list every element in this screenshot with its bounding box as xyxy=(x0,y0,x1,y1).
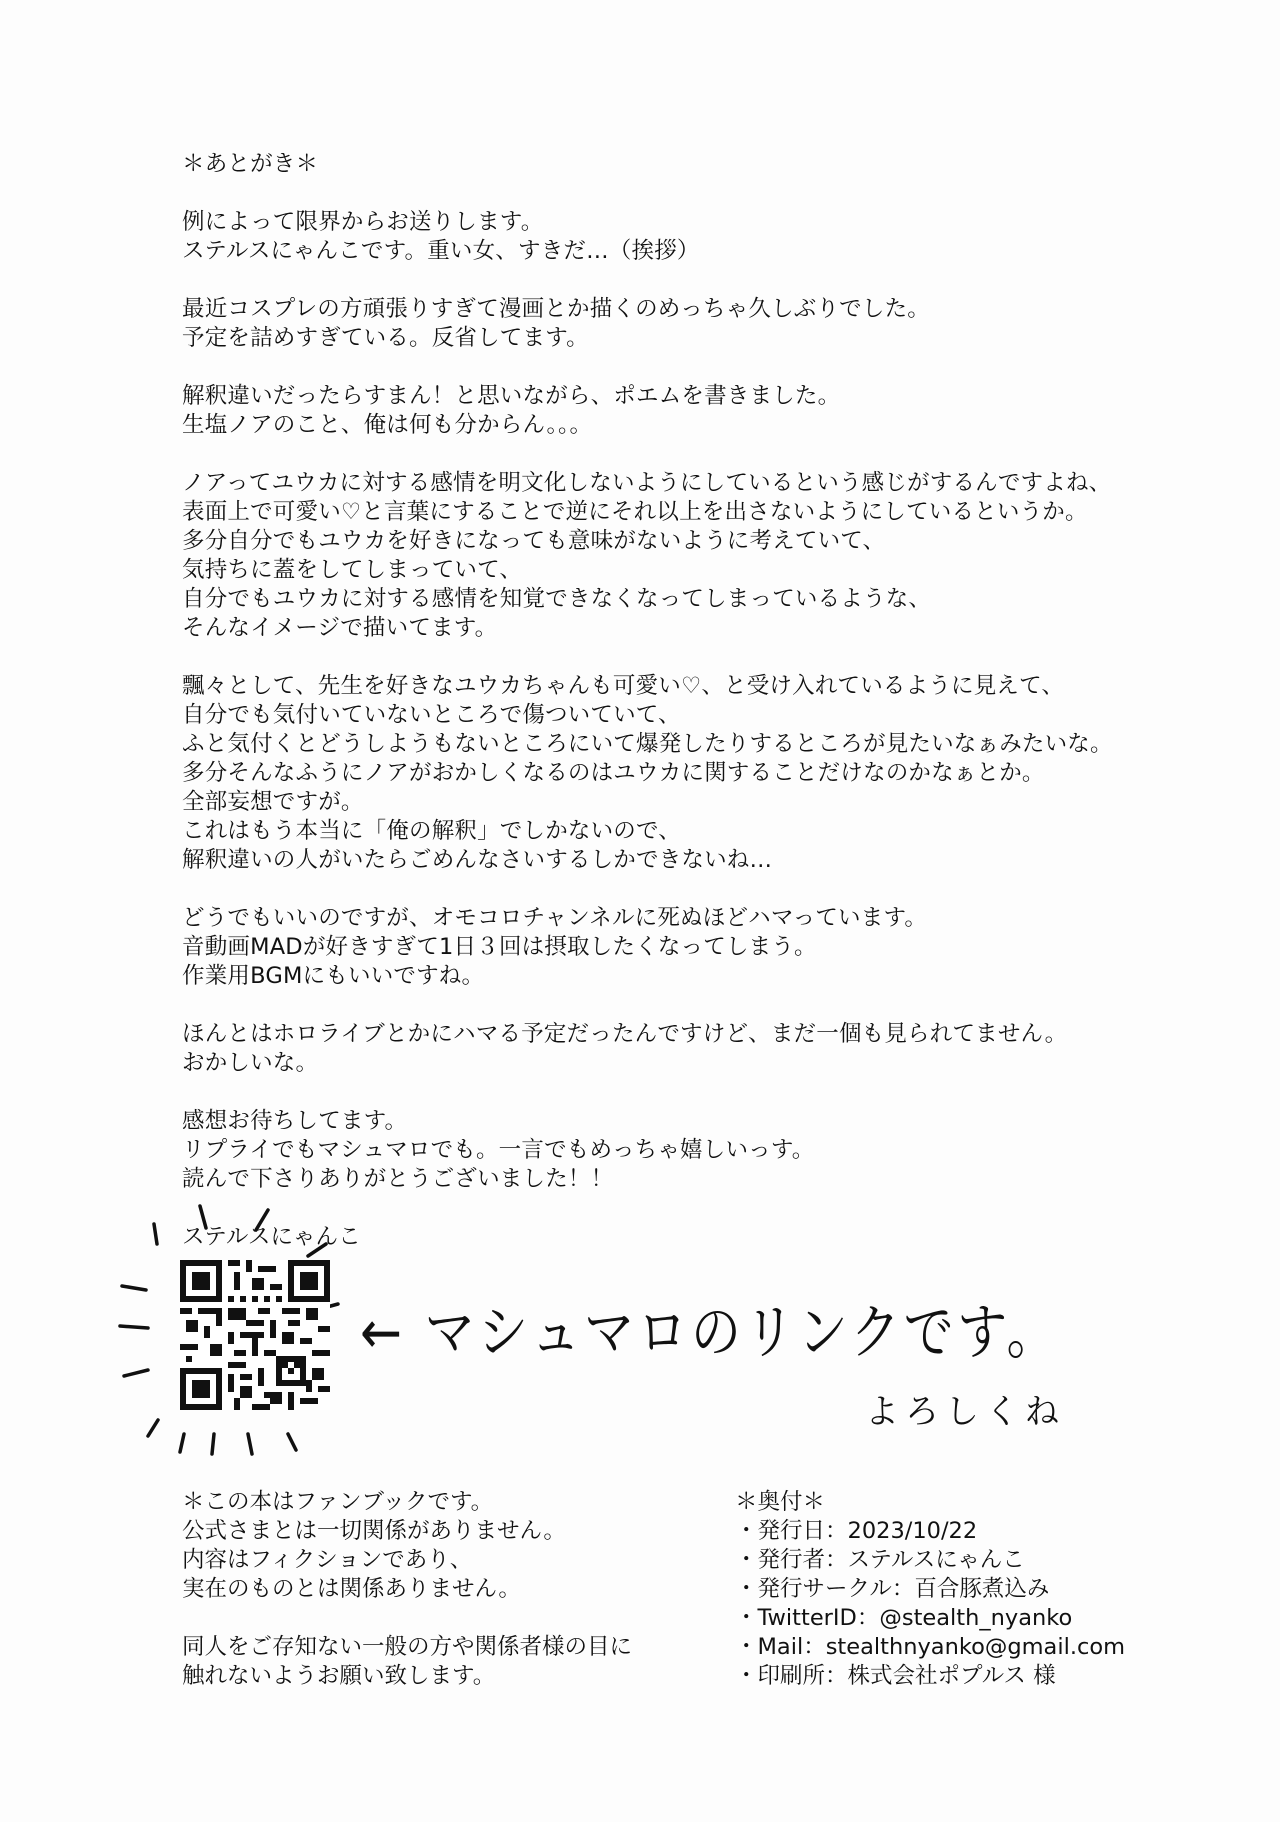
text-line: 感想お待ちしてます。 xyxy=(182,1108,408,1134)
text-line: これはもう本当に「俺の解釈」でしかないので、 xyxy=(182,818,681,844)
text-line: ほんとはホロライブとかにハマる予定だったんですけど、まだ一個も見られてません。 xyxy=(182,1021,1068,1047)
colophon-line: ・TwitterID：@stealth_nyanko xyxy=(735,1605,1073,1631)
disclaimer-line: 同人をご存知ない一般の方や関係者様の目に xyxy=(182,1634,633,1660)
text-line: 全部妄想ですが。 xyxy=(182,789,364,815)
text-line: 予定を詰めすぎている。反省してます。 xyxy=(182,325,589,351)
text-line: 自分でもユウカに対する感情を知覚できなくなってしまっているような、 xyxy=(182,586,932,612)
paragraph xyxy=(182,1107,1182,1194)
text-line: リプライでもマシュマロでも。一言でもめっちゃ嬉しいっす。 xyxy=(182,1137,815,1163)
paragraph xyxy=(182,904,1182,991)
paragraph xyxy=(182,672,1182,875)
text-line: 最近コスプレの方頑張りすぎて漫画とか描くのめっちゃ久しぶりでした。 xyxy=(182,296,930,322)
paragraph xyxy=(182,295,1182,353)
paragraph xyxy=(182,1020,1182,1078)
colophon-line: ・発行サークル：百合豚煮込み xyxy=(735,1576,1050,1602)
colophon-line: ・印刷所：株式会社ポプルス 様 xyxy=(735,1663,1056,1689)
disclaimer-line: 実在のものとは関係ありません。 xyxy=(182,1576,521,1602)
text-line: そんなイメージで描いてます。 xyxy=(182,615,498,641)
paragraph xyxy=(182,208,1182,266)
text-line: 多分そんなふうにノアがおかしくなるのはユウカに関することだけなのかなぁとか。 xyxy=(182,760,1045,786)
text-line: ふと気付くとどうしようもないところにいて爆発したりするところが見たいなぁみたいな。 xyxy=(182,731,1113,757)
text-line: 気持ちに蓋をしてしまっていて、 xyxy=(182,557,523,583)
marshmallow-link-area xyxy=(120,1200,1160,1480)
text-line: 解釈違いの人がいたらごめんなさいするしかできないね… xyxy=(182,847,773,873)
text-line: ステルスにゃんこです。重い女、すきだ…（挨拶） xyxy=(182,238,700,264)
text-line: 例によって限界からお送りします。 xyxy=(182,209,544,235)
text-line: どうでもいいのですが、オモコロチャンネルに死ぬほどハマっています。 xyxy=(182,905,928,931)
handwritten-main-text: ← マシュマロのリンクです。 xyxy=(360,1298,1060,1368)
text-line: 音動画MADが好きすぎて1日３回は摂取したくなってしまう。 xyxy=(182,934,817,960)
text-line: 読んで下さりありがとうございました！！ xyxy=(182,1166,614,1192)
text-line: 自分でも気付いていないところで傷ついていて、 xyxy=(182,702,681,728)
text-line: 表面上で可愛い♡と言葉にすることで逆にそれ以上を出さないようにしているというか。 xyxy=(182,499,1088,525)
handwritten-message xyxy=(360,1275,1080,1435)
colophon-section xyxy=(735,1488,1195,1691)
paragraph xyxy=(182,382,1182,440)
text-line: 解釈違いだったらすまん！と思いながら、ポエムを書きました。 xyxy=(182,383,841,409)
colophon-title: ＊奥付＊ xyxy=(735,1489,826,1515)
afterword-title: ＊あとがき＊ xyxy=(182,151,319,177)
disclaimer-section xyxy=(182,1488,702,1720)
colophon-line: ・Mail：stealthnyanko@gmail.com xyxy=(735,1634,1126,1660)
afterword-section xyxy=(182,150,1182,1252)
disclaimer-block xyxy=(182,1633,702,1691)
qr-code-icon[interactable] xyxy=(180,1260,330,1410)
text-line: 生塩ノアのこと、俺は何も分からん。。。 xyxy=(182,412,593,438)
disclaimer-line: 内容はフィクションであり、 xyxy=(182,1547,473,1573)
disclaimer-line: 公式さまとは一切関係がありません。 xyxy=(182,1518,566,1544)
author-signature: ステルスにゃんこ xyxy=(182,1224,361,1250)
text-line: 多分自分でもユウカを好きになっても意味がないように考えていて、 xyxy=(182,528,886,554)
text-line: ノアってユウカに対する感情を明文化しないようにしているという感じがするんですよね、 xyxy=(182,470,1112,496)
colophon-line: ・発行日：2023/10/22 xyxy=(735,1518,978,1544)
text-line: 飄々として、先生を好きなユウカちゃんも可愛い♡、と受け入れているように見えて、 xyxy=(182,673,1065,699)
disclaimer-line: 触れないようお願い致します。 xyxy=(182,1663,496,1689)
handwritten-sub-text: よろしくね xyxy=(865,1392,1065,1432)
text-line: 作業用BGMにもいいですね。 xyxy=(182,963,485,989)
disclaimer-line: ＊この本はファンブックです。 xyxy=(182,1489,494,1515)
disclaimer-block xyxy=(182,1488,702,1604)
paragraph xyxy=(182,469,1182,643)
text-line: おかしいな。 xyxy=(182,1050,319,1076)
colophon-line: ・発行者：ステルスにゃんこ xyxy=(735,1547,1025,1573)
